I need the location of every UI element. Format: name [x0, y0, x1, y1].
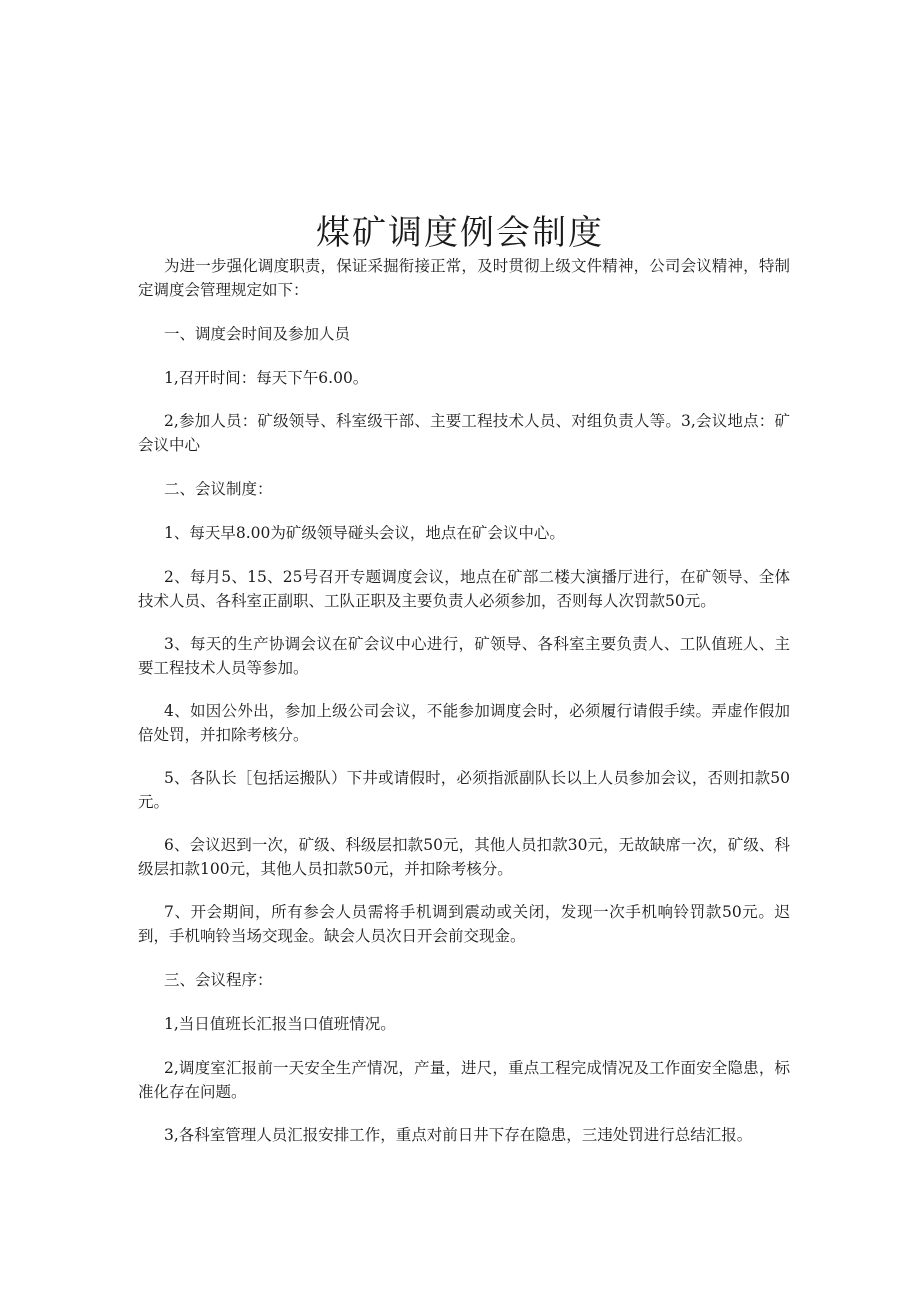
paragraph-meeting-time: 1,召开时间：每天下午6.00。	[164, 369, 369, 387]
procedure-paragraph-1: 1,当日值班长汇报当口值班情况。	[164, 1015, 396, 1033]
intro-paragraph: 为进一步强化调度职责，保证采掘衔接正常，及时贯彻上级文件精神，公司会议精神，特制定调度会管理规定如下：	[138, 257, 790, 299]
section-heading-rules: 二、会议制度：	[164, 480, 273, 498]
section-heading-procedure: 三、会议程序：	[164, 971, 273, 989]
procedure-paragraph-2: 2,调度室汇报前一天安全生产情况，产量，进尺，重点工程完成情况及工作面安全隐患，标准化存在问题。	[138, 1059, 790, 1101]
rule-paragraph-7: 7、开会期间，所有参会人员需将手机调到震动或关闭，发现一次手机响铃罚款50元。迟到，手机响铃当场交现金。缺会人员次日开会前交现金。	[138, 903, 790, 945]
paragraph-attendees-location: 2,参加人员：矿级领导、科室级干部、主要工程技术人员、对组负责人等。3,会议地点：矿会议中心	[138, 412, 790, 454]
rule-paragraph-5: 5、各队长［包括运搬队）下井或请假时，必须指派副队长以上人员参加会议，否则扣款50元。	[138, 769, 790, 811]
section-heading-attendance: 一、调度会时间及参加人员	[164, 325, 351, 343]
procedure-paragraph-3: 3,各科室管理人员汇报安排工作，重点对前日井下存在隐患，三违处罚进行总结汇报。	[164, 1126, 753, 1144]
rule-paragraph-1: 1、每天早8.00为矿级领导碰头会议，地点在矿会议中心。	[164, 524, 565, 542]
rule-paragraph-2: 2、每月5、15、25号召开专题调度会议，地点在矿部二楼大演播厅进行，在矿领导、全体技术人员、各科室正副职、工队正职及主要负责人必须参加，否则每人次罚款50元。	[138, 568, 790, 610]
rule-paragraph-3: 3、每天的生产协调会议在矿会议中心进行，矿领导、各科室主要负责人、工队值班人、主要工程技术人员等参加。	[138, 635, 790, 677]
document-body	[138, 254, 790, 1147]
document-title: 煤矿调度例会制度	[316, 212, 604, 253]
rule-paragraph-6: 6、会议迟到一次，矿级、科级层扣款50元，其他人员扣款30元，无故缺席一次，矿级、科级层扣款100元，其他人员扣款50元，并扣除考核分。	[138, 836, 790, 878]
rule-paragraph-4: 4、如因公外出，参加上级公司会议，不能参加调度会时，必须履行请假手续。弄虚作假加倍处罚，并扣除考核分。	[138, 702, 790, 744]
